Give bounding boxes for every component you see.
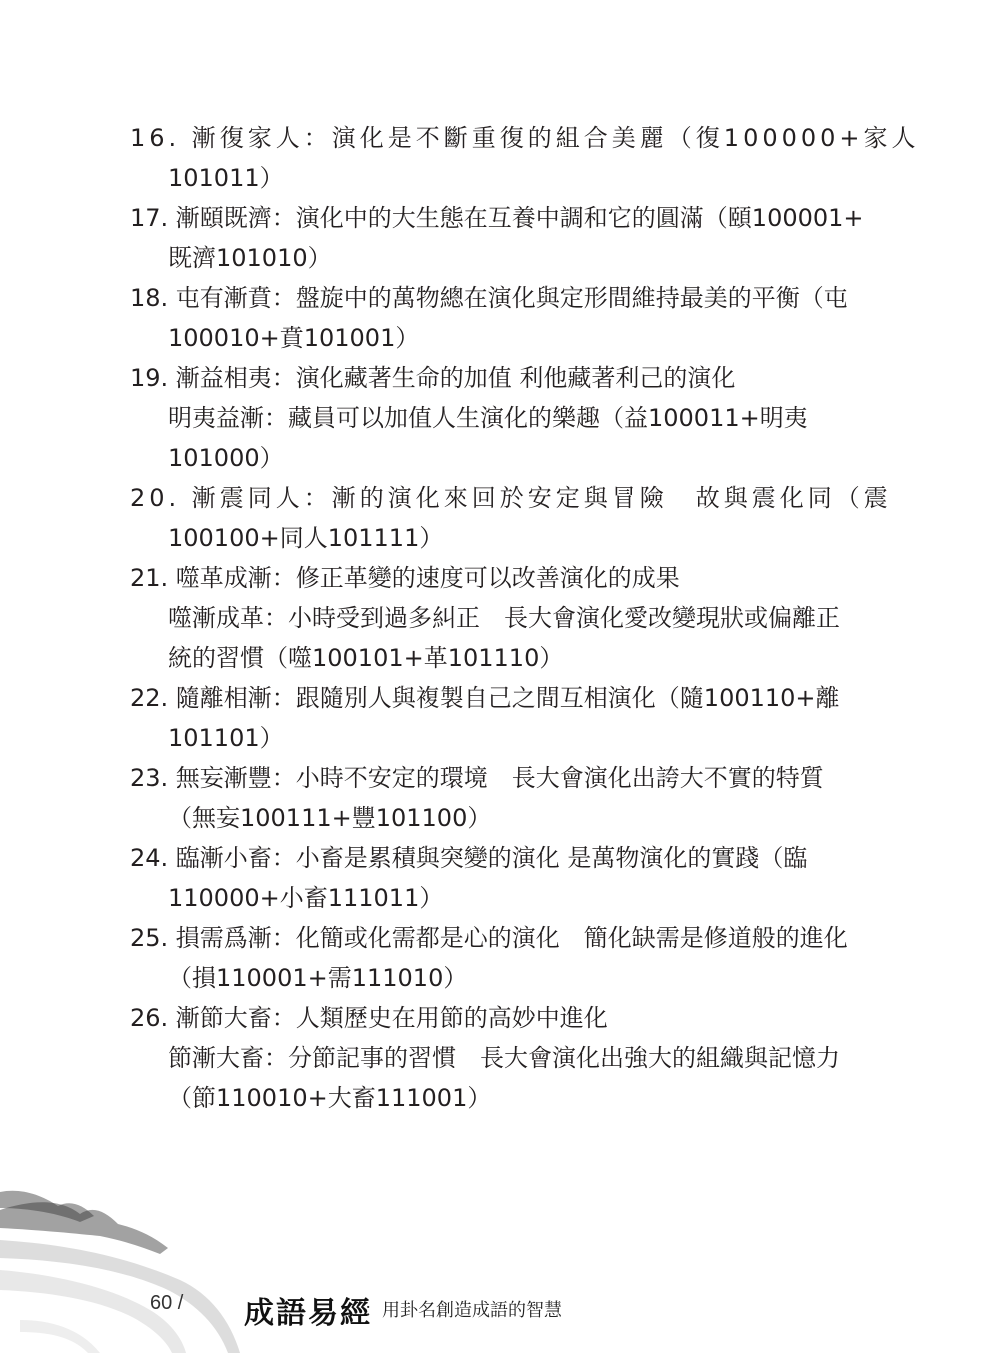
page-number: 60 / (150, 1292, 184, 1314)
text-line: 23. 無妄漸豐：小時不安定的環境 長大會演化出誇大不實的特質 (130, 764, 824, 792)
text-line: 節漸大畜：分節記事的習慣 長大會演化出強大的組織與記憶力 (168, 1044, 840, 1072)
text-line: 19. 漸益相夷：演化藏著生命的加值 利他藏著利己的演化 (130, 364, 736, 392)
text-line: 20. 漸震同人：漸的演化來回於安定與冒險 故與震化同（震 (130, 484, 892, 512)
text-line: 18. 屯有漸賁：盤旋中的萬物總在演化與定形間維持最美的平衡（屯 (130, 284, 848, 312)
text-line: 噬漸成革：小時受到過多糾正 長大會演化愛改變現狀或偏離正 (168, 604, 840, 632)
text-line: 既濟101010） (168, 244, 332, 272)
text-line: 25. 損需爲漸：化簡或化需都是心的演化 簡化缺需是修道般的進化 (130, 924, 848, 952)
text-line: 16. 漸復家人：演化是不斷重復的組合美麗（復100000+家人 (130, 124, 920, 152)
text-line: 101101） (168, 724, 284, 752)
text-line: 101011） (168, 164, 284, 192)
ink-mountain-illustration (0, 1170, 260, 1353)
book-title: 成語易經 (244, 1296, 372, 1331)
text-line: 110000+小畜111011） (168, 884, 444, 912)
text-line: 26. 漸節大畜：人類歷史在用節的高妙中進化 (130, 1004, 608, 1032)
text-line: 101000） (168, 444, 284, 472)
text-line: 明夷益漸：藏員可以加值人生演化的樂趣（益100011+明夷 (168, 404, 808, 432)
text-line: 100100+同人101111） (168, 524, 444, 552)
text-line: 統的習慣（噬100101+革101110） (168, 644, 564, 672)
text-line: （損110001+需111010） (168, 964, 468, 992)
text-line: 24. 臨漸小畜：小畜是累積與突變的演化 是萬物演化的實踐（臨 (130, 844, 808, 872)
text-line: （節110010+大畜111001） (168, 1084, 492, 1112)
text-line: 22. 隨離相漸：跟隨別人與複製自己之間互相演化（隨100110+離 (130, 684, 840, 712)
text-line: （無妄100111+豐101100） (168, 804, 492, 832)
book-subtitle: ：用卦名創造成語的智慧 (364, 1300, 562, 1321)
text-line: 17. 漸頤既濟：演化中的大生態在互養中調和它的圓滿（頤100001+ (130, 204, 864, 232)
text-line: 100010+賁101001） (168, 324, 420, 352)
text-line: 21. 噬革成漸：修正革變的速度可以改善演化的成果 (130, 564, 680, 592)
